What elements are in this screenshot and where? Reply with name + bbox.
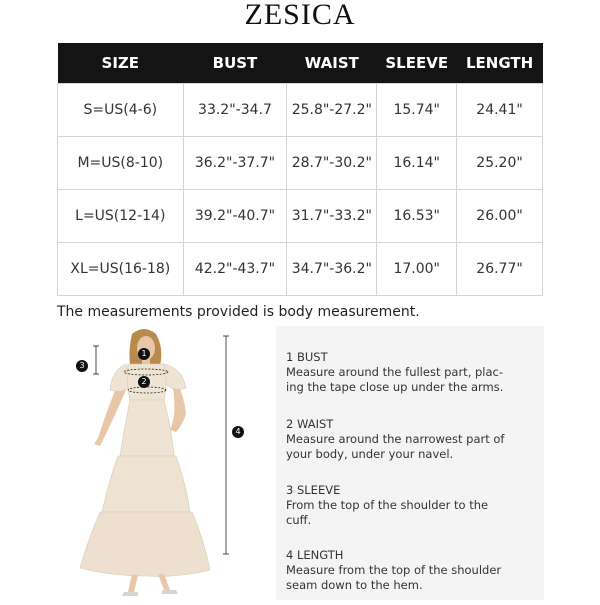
- step-description-line: Measure around the fullest part, plac-: [286, 365, 504, 379]
- cell-length: 26.00": [457, 190, 543, 243]
- skirt-tier-3: [80, 512, 210, 576]
- cell-bust: 42.2"-43.7": [183, 243, 287, 296]
- cell-length: 25.20": [457, 137, 543, 190]
- step-title: 1 BUST: [286, 350, 328, 364]
- right-shoe-shape: [162, 590, 178, 594]
- column-header-bust: BUST: [183, 43, 287, 84]
- cell-length: 26.77": [457, 243, 543, 296]
- cell-waist: 25.8"-27.2": [287, 84, 377, 137]
- marker-waist: 2: [138, 376, 150, 388]
- marker-sleeve: 3: [76, 360, 88, 372]
- cell-waist: 28.7"-30.2": [287, 137, 377, 190]
- table-row: [58, 190, 543, 243]
- column-header-size: SIZE: [58, 43, 184, 84]
- table-header-row: [58, 43, 543, 84]
- cell-waist: 34.7"-36.2": [287, 243, 377, 296]
- skirt-tier-1: [120, 400, 174, 456]
- column-header-sleeve: SLEEVE: [377, 43, 457, 84]
- marker-length: 4: [232, 426, 244, 438]
- guide-step-length: [286, 548, 536, 593]
- model-illustration: [60, 326, 260, 600]
- step-description-line: Measure from the top of the shoulder: [286, 563, 502, 577]
- model-figure: [60, 326, 260, 600]
- step-description-line: Measure around the narrowest part of: [286, 432, 505, 446]
- right-sleeve-shape: [164, 364, 186, 389]
- step-description-line: your body, under your navel.: [286, 447, 454, 461]
- left-shoe-shape: [122, 592, 138, 596]
- cell-sleeve: 16.14": [377, 137, 457, 190]
- left-leg-shape: [128, 574, 138, 592]
- cell-length: 24.41": [457, 84, 543, 137]
- measurement-note: The measurements provided is body measurement.: [57, 304, 420, 320]
- table-row: [58, 137, 543, 190]
- step-title: 2 WAIST: [286, 417, 334, 431]
- cell-sleeve: 17.00": [377, 243, 457, 296]
- step-title: 4 LENGTH: [286, 548, 344, 562]
- step-description-line: From the top of the shoulder to the: [286, 498, 489, 512]
- cell-waist: 31.7"-33.2": [287, 190, 377, 243]
- measurement-guide-panel: [276, 326, 544, 600]
- left-sleeve-shape: [110, 364, 130, 391]
- step-description-line: seam down to the hem.: [286, 578, 423, 592]
- cell-sleeve: 15.74": [377, 84, 457, 137]
- cell-bust: 39.2"-40.7": [183, 190, 287, 243]
- guide-step-bust: [286, 350, 536, 395]
- column-header-waist: WAIST: [287, 43, 377, 84]
- cell-bust: 36.2"-37.7": [183, 137, 287, 190]
- step-description-line: cuff.: [286, 513, 312, 527]
- guide-step-waist: [286, 417, 536, 462]
- step-description-line: ing the tape close up under the arms.: [286, 380, 504, 394]
- marker-bust: 1: [138, 348, 150, 360]
- guide-step-sleeve: [286, 483, 536, 528]
- table-row: [58, 84, 543, 137]
- column-header-length: LENGTH: [457, 43, 543, 84]
- brand-logo: ZESICA: [244, 0, 356, 31]
- cell-size: S=US(4-6): [58, 84, 184, 137]
- cell-sleeve: 16.53": [377, 190, 457, 243]
- table-row: [58, 243, 543, 296]
- cell-size: M=US(8-10): [58, 137, 184, 190]
- step-title: 3 SLEEVE: [286, 483, 341, 497]
- cell-bust: 33.2"-34.7: [183, 84, 287, 137]
- cell-size: XL=US(16-18): [58, 243, 184, 296]
- cell-size: L=US(12-14): [58, 190, 184, 243]
- skirt-tier-2: [102, 456, 190, 512]
- size-chart-table: [57, 43, 543, 296]
